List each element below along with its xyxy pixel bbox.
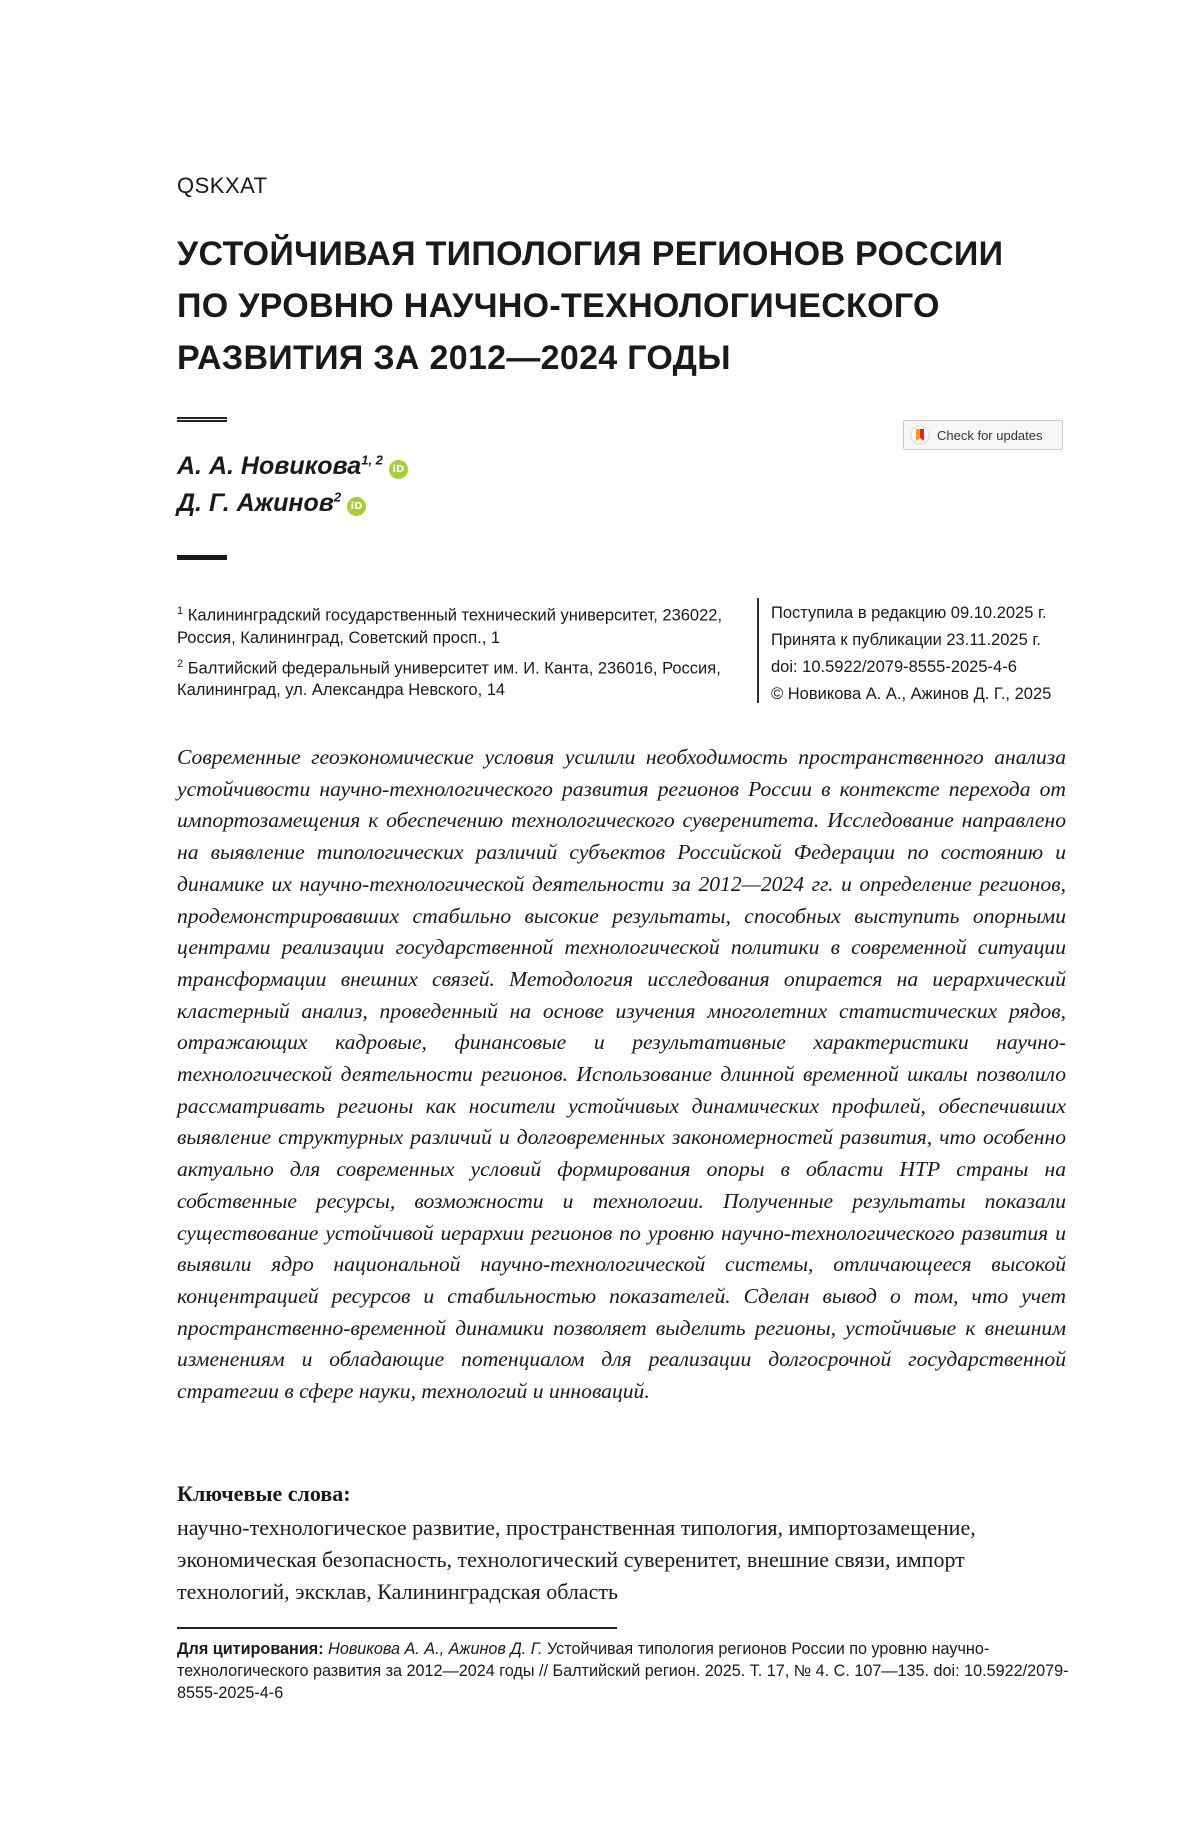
received-date: Поступила в редакцию 09.10.2025 г. bbox=[771, 604, 1047, 622]
affiliation-marker: 2 bbox=[177, 657, 184, 670]
vertical-divider bbox=[757, 598, 759, 703]
article-title bbox=[177, 228, 1077, 384]
citation-divider bbox=[177, 1627, 617, 1629]
keywords-heading: Ключевые слова: bbox=[177, 1481, 351, 1506]
publication-info bbox=[771, 600, 1081, 708]
affiliation-item bbox=[177, 600, 737, 649]
citation-block bbox=[177, 1638, 1077, 1704]
author-name: Д. Г. Ажинов bbox=[177, 489, 334, 517]
thick-divider bbox=[177, 555, 227, 560]
keywords-list: научно-технологическое развитие, пространственная типология, импортозамещение, экономическая безопасность, технологический суверенитет, внешние связи, импорт технологий, эксклав, Калининградская область bbox=[177, 1515, 976, 1604]
citation-label: Для цитирования: bbox=[177, 1640, 324, 1658]
author-1 bbox=[177, 452, 408, 481]
affiliations bbox=[177, 600, 737, 705]
title-line: ПО УРОВНЮ НАУЧНО-ТЕХНОЛОГИЧЕСКОГО bbox=[177, 287, 940, 325]
double-divider bbox=[177, 417, 227, 422]
check-for-updates-label: Check for updates bbox=[937, 427, 1043, 443]
author-affiliation-marker: 2 bbox=[333, 489, 342, 505]
copyright: © Новикова А. А., Ажинов Д. Г., 2025 bbox=[771, 685, 1052, 703]
author-2 bbox=[177, 489, 366, 518]
orcid-icon[interactable]: iD bbox=[389, 460, 408, 479]
abstract: Современные геоэкономические условия усилили необходимость пространственного анализа устойчивости научно-технологического развития регионов России в контексте перехода от импортозамещения к обеспечению технологического суверенитета. Исследование направлено на выявление типологических различий субъектов Российской Федерации по состоянию и динамике их научно-технологической деятельности за 2012—2024 гг. и определение регионов, продемонстрировавших стабильно высокие результаты, способных выступить опорными центрами реализации государственной технологической политики в современной ситуации трансформации внешних связей. Методология исследования опирается на иерархический кластерный анализ, проведенный на основе изучения многолетних статистических рядов, отражающих кадровые, финансовые и результативные характеристики научно-технологической деятельности регионов. Использование длинной временной шкалы позволило рассматривать регионы как носители устойчивых динамических профилей, обеспечивших выявление структурных различий и долговременных закономерностей развития, что особенно актуально для современных условий формирования опоры в области НТР страны на собственные ресурсы, возможности и технологии. Полученные результаты показали существование устойчивой иерархии регионов по уровню научно-технологического развития и выявили ядро национальной научно-технологической системы, отличающееся высокой концентрацией ресурсов и стабильностью показателей. Сделан вывод о том, что учет пространственно-временной динамики позволяет выделить регионы, устойчивые к внешним изменениям и обладающие потенциалом для реализации долгосрочной государственной стратегии в сфере науки, технологий и инноваций. bbox=[177, 745, 1066, 1404]
author-name: А. А. Новикова bbox=[177, 452, 362, 480]
crossmark-icon bbox=[910, 425, 930, 445]
affiliation-text: Балтийский федеральный университет им. И. Канта, 236016, Россия, Калининград, ул. Александра Невского, 14 bbox=[177, 659, 721, 699]
doi-link[interactable]: doi: 10.5922/2079-8555-2025-4-6 bbox=[771, 658, 1017, 676]
affiliation-item bbox=[177, 653, 737, 702]
citation-text: Устойчивая типология регионов России по уровню научно-технологического развития за 2012—2024 годы // Балтийский регион. 2025. Т. 17, № 4. С. 107—135. doi: 10.5922/2079-8555-2025-4-6 bbox=[177, 1640, 1069, 1702]
title-line: УСТОЙЧИВАЯ ТИПОЛОГИЯ РЕГИОНОВ РОССИИ bbox=[177, 235, 1004, 273]
author-affiliation-marker: 1, 2 bbox=[361, 452, 383, 468]
affiliation-marker: 1 bbox=[177, 605, 184, 617]
accepted-date: Принята к публикации 23.11.2025 г. bbox=[771, 631, 1041, 649]
orcid-icon[interactable]: iD bbox=[347, 497, 366, 516]
check-for-updates-button[interactable] bbox=[903, 420, 1063, 450]
section-label: QSKXAT bbox=[177, 173, 268, 198]
citation-authors: Новикова А. А., Ажинов Д. Г. bbox=[328, 1640, 543, 1658]
affiliation-text: Калининградский государственный технический университет, 236022, Россия, Калининград, Советский просп., 1 bbox=[177, 606, 723, 647]
title-line: РАЗВИТИЯ ЗА 2012—2024 ГОДЫ bbox=[177, 339, 731, 377]
